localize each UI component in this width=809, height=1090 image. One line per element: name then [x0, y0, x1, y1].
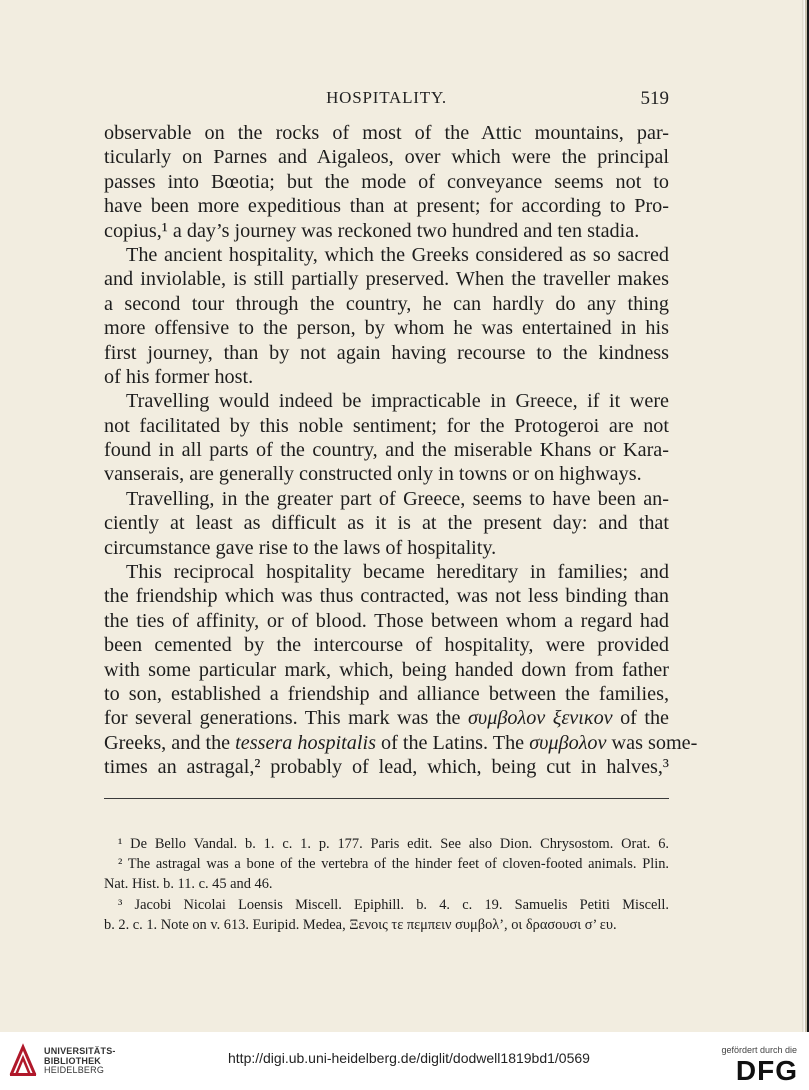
text-line: ciently at least as difficult as it is at the present day: and that — [104, 512, 669, 535]
text-line: first journey, than by not again having recourse to the kindness — [104, 341, 669, 364]
text-line: This reciprocal hospitality became hereditary in families; and — [126, 561, 669, 584]
text-line: circumstance gave rise to the laws of hospitality. — [104, 536, 497, 559]
text-line: Travelling would indeed be impracticable in Greece, if it were — [126, 390, 669, 413]
footnote-1: ¹ De Bello Vandal. b. 1. c. 1. p. 177. Paris edit. See also Dion. Chrysostom. Orat. 6. — [118, 836, 669, 852]
text-fragment: of the — [620, 707, 669, 730]
page-number: 519 — [640, 88, 669, 109]
text-line-with-latin — [104, 731, 698, 755]
text-line-with-greek — [104, 706, 669, 730]
text-fragment: was some- — [611, 731, 698, 754]
running-title: HOSPITALITY. — [326, 88, 447, 107]
footnote-3: ³ Jacobi Nicolai Loensis Miscell. Epiphill. b. 4. c. 19. Samuelis Petiti Miscell. — [118, 896, 669, 913]
greek-term-symbolon: συμβολον — [529, 731, 607, 754]
text-line: The ancient hospitality, which the Greeks considered as so sacred — [126, 243, 669, 266]
text-line: ticularly on Parnes and Aigaleos, over which were the principal — [104, 146, 669, 169]
text-line: vanserais, are generally constructed only in towns or on highways. — [104, 463, 642, 486]
funding-caption: gefördert durch die — [721, 1045, 797, 1055]
text-line: found in all parts of the country, and the miserable Khans or Kara- — [104, 439, 669, 462]
library-name — [44, 1047, 116, 1076]
text-line: have been more expeditious than at present; for according to Pro- — [104, 195, 669, 218]
text-line: the ties of affinity, or of blood. Those between whom a regard had — [104, 609, 669, 632]
library-name-line: BIBLIOTHEK — [44, 1055, 101, 1066]
greek-term-symbolon-xenikon: συμβολον ξενικον — [467, 707, 613, 730]
university-library-logo-icon — [9, 1043, 37, 1077]
footnote-3-cont: b. 2. c. 1. Note on v. 613. Euripid. Medea, Ξενοις τε πεμπειν συμβολ’, οι δρασουσι σ’ ευ. — [104, 916, 617, 933]
text-line: passes into Bœotia; but the mode of conveyance seems not to — [104, 170, 669, 193]
text-line: a second tour through the country, he can hardly do any thing — [104, 292, 669, 315]
library-name-line: UNIVERSITÄTS- — [44, 1046, 116, 1056]
viewer-footer — [0, 1032, 809, 1090]
text-line: observable on the rocks of most of the Attic mountains, par- — [104, 122, 669, 144]
text-fragment: for several generations. This mark was the — [104, 707, 461, 730]
text-line: times an astragal,² probably of lead, which, being cut in halves,³ — [104, 756, 669, 779]
text-line: not facilitated by this noble sentiment; for the Protogeroi are not — [104, 414, 669, 437]
body-text — [104, 121, 698, 780]
footnotes — [104, 834, 669, 935]
footnote-2: ² The astragal was a bone of the vertebra of the hinder feet of cloven-footed animals. Plin. — [118, 856, 669, 873]
text-line: and inviolable, is still partially preserved. When the traveller makes — [104, 268, 669, 291]
text-line: with some particular mark, which, being handed down from father — [104, 658, 669, 681]
text-line: copius,¹ a day’s journey was reckoned two hundred and ten stadia. — [104, 219, 640, 242]
text-line: to son, established a friendship and alliance between the families, — [104, 682, 669, 705]
text-line: Travelling, in the greater part of Greece, seems to have been an- — [126, 487, 669, 510]
text-line: been cemented by the intercourse of hospitality, were provided — [104, 634, 669, 657]
library-name-line: HEIDELBERG — [44, 1065, 105, 1075]
text-fragment: of the Latins. The — [380, 731, 525, 754]
text-fragment: Greeks, and the — [104, 731, 231, 754]
footnote-rule — [104, 798, 669, 799]
permalink-url[interactable]: http://digi.ub.uni-heidelberg.de/diglit/dodwell1819bd1/0569 — [228, 1050, 590, 1066]
running-head — [104, 88, 669, 112]
footnote-2-cont: Nat. Hist. b. 11. c. 45 and 46. — [104, 876, 273, 893]
latin-term-tessera-hospitalis: tessera hospitalis — [235, 731, 376, 754]
text-line: more offensive to the person, by whom he was entertained in his — [104, 317, 669, 340]
dfg-logo: DFG — [735, 1055, 798, 1086]
text-line: the friendship which was thus contracted, was not less binding than — [104, 585, 669, 608]
text-line: of his former host. — [104, 365, 254, 388]
